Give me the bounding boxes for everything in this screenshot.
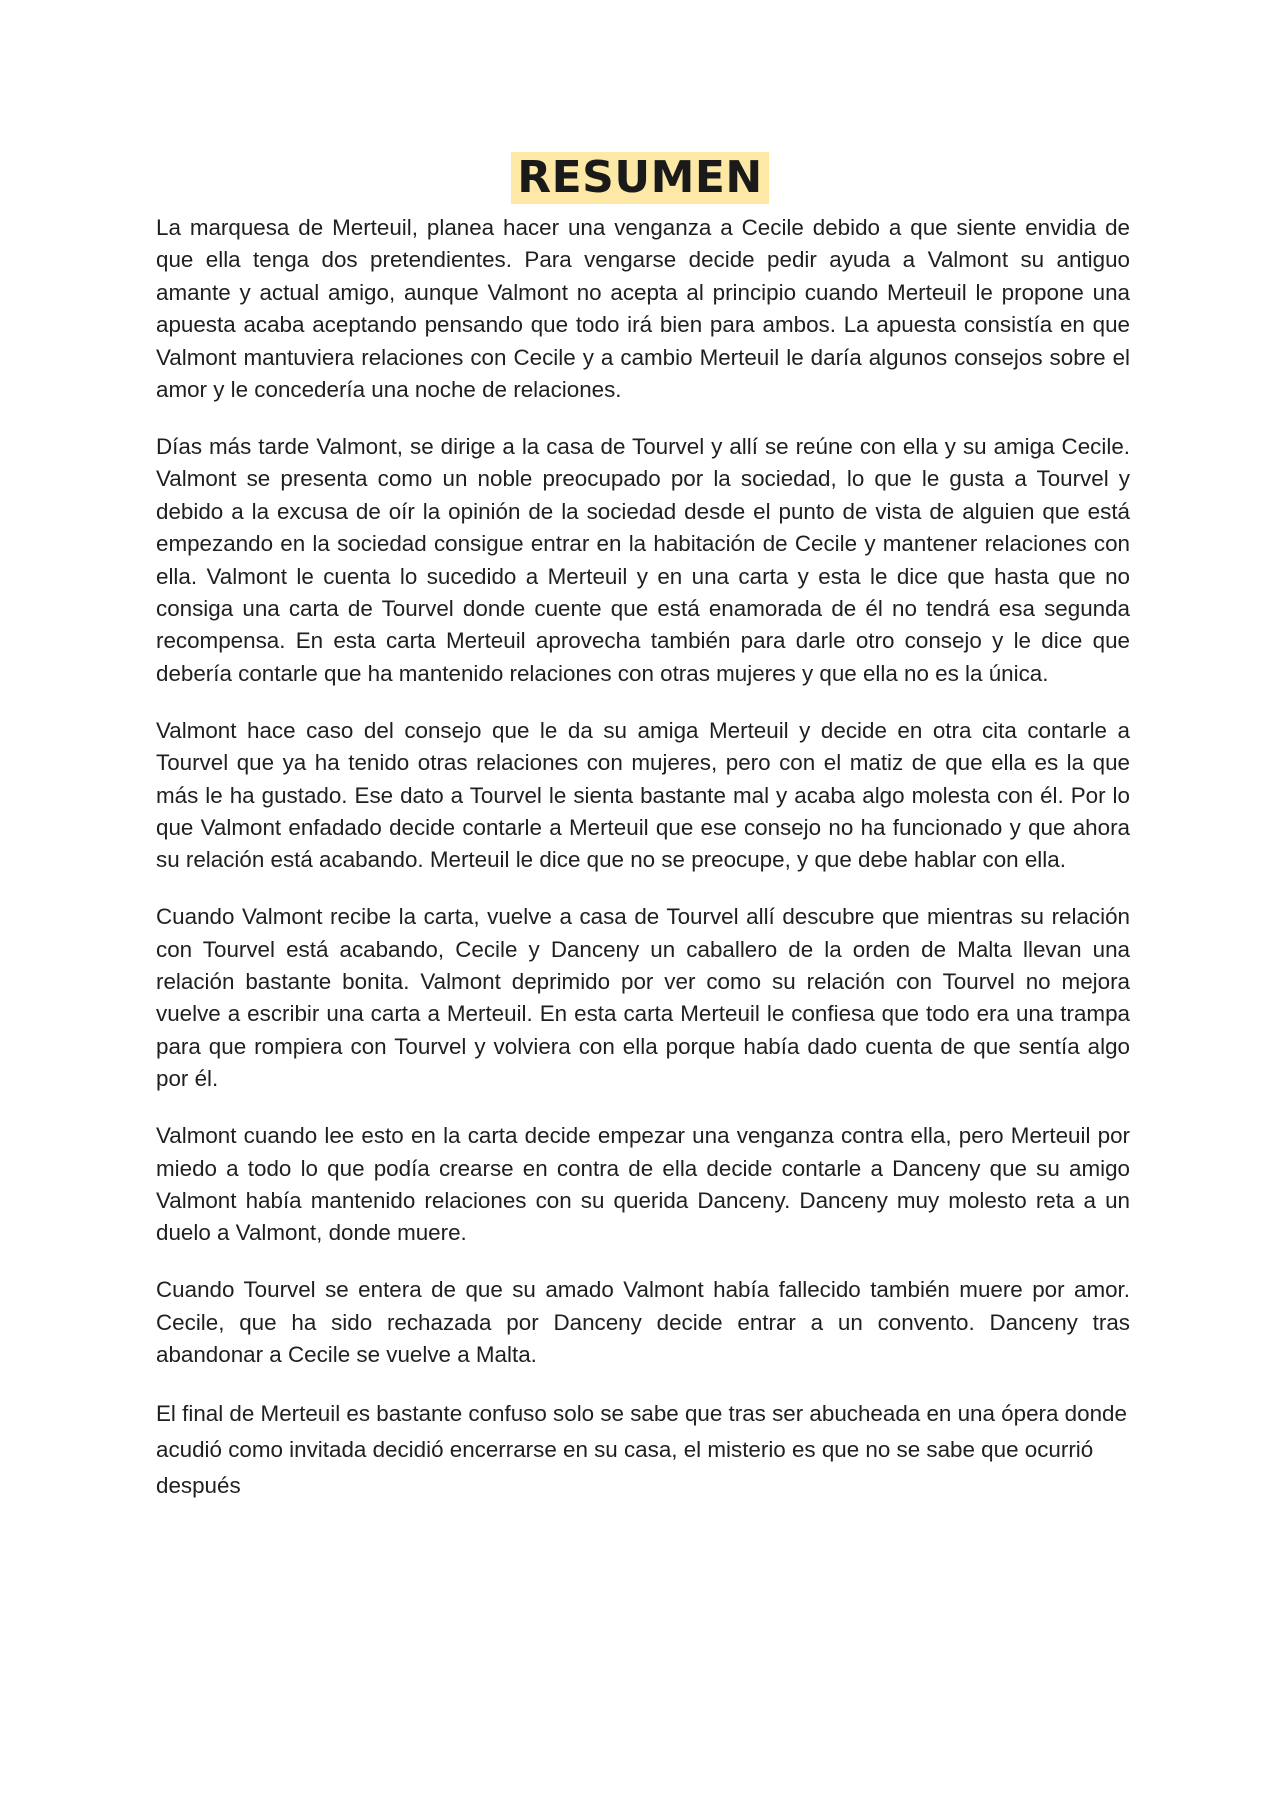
paragraph-2: Días más tarde Valmont, se dirige a la casa de Tourvel y allí se reúne con ella y su amiga Cecile. Valmont se presenta como un noble preocupado por la sociedad, lo que le gusta a Tourvel y debido a la excusa de oír la opinión de la sociedad desde el punto de vista de alguien que está empezando en la sociedad consigue entrar en la habitación de Cecile y mantener relaciones con ella. Valmont le cuenta lo sucedido a Merteuil y en una carta y esta le dice que hasta que no consiga una carta de Tourvel donde cuente que está enamorada de él no tendrá esa segunda recompensa. En esta carta Merteuil aprovecha también para darle otro consejo y le dice que debería contarle que ha mantenido relaciones con otras mujeres y que ella no es la única. bbox=[156, 433, 1130, 686]
paragraph-4: Cuando Valmont recibe la carta, vuelve a casa de Tourvel allí descubre que mientras su relación con Tourvel está acabando, Cecile y Danceny un caballero de la orden de Malta llevan una relación bastante bonita. Valmont deprimido por ver como su relación con Tourvel no mejora vuelve a escribir una carta a Merteuil. En esta carta Merteuil le confiesa que todo era una trampa para que rompiera con Tourvel y volviera con ella porque había dado cuenta de que sentía algo por él. bbox=[156, 904, 1130, 1092]
paragraph-5: Valmont cuando lee esto en la carta decide empezar una venganza contra ella, pero Merteuil por miedo a todo lo que podía crearse en contra de ella decide contarle a Danceny que su amigo Valmont había mantenido relaciones con su querida Danceny. Danceny muy molesto reta a un duelo a Valmont, donde muere. bbox=[156, 1123, 1130, 1246]
title-container bbox=[0, 152, 1280, 204]
summary-body bbox=[156, 212, 1130, 1529]
paragraph-7: El final de Merteuil es bastante confuso solo se sabe que tras ser abucheada en una ópera donde acudió como invitada decidió encerrarse en su casa, el misterio es que no se sabe que ocurrió después bbox=[156, 1401, 1127, 1498]
page-title: RESUMEN bbox=[511, 152, 769, 204]
paragraph-6: Cuando Tourvel se entera de que su amado Valmont había fallecido también muere por amor. Cecile, que ha sido rechazada por Danceny decide entrar a un convento. Danceny tras abandonar a Cecile se vuelve a Malta. bbox=[156, 1277, 1130, 1368]
paragraph-3: Valmont hace caso del consejo que le da su amiga Merteuil y decide en otra cita contarle a Tourvel que ya ha tenido otras relaciones con mujeres, pero con el matiz de que ella es la que más le ha gustado. Ese dato a Tourvel le sienta bastante mal y acaba algo molesta con él. Por lo que Valmont enfadado decide contarle a Merteuil que ese consejo no ha funcionado y que ahora su relación está acabando. Merteuil le dice que no se preocupe, y que debe hablar con ella. bbox=[156, 717, 1130, 873]
paragraph-1: La marquesa de Merteuil, planea hacer una venganza a Cecile debido a que siente envidia de que ella tenga dos pretendientes. Para vengarse decide pedir ayuda a Valmont su antiguo amante y actual amigo, aunque Valmont no acepta al principio cuando Merteuil le propone una apuesta acaba aceptando pensando que todo irá bien para ambos. La apuesta consistía en que Valmont mantuviera relaciones con Cecile y a cambio Merteuil le daría algunos consejos sobre el amor y le concedería una noche de relaciones. bbox=[156, 215, 1130, 403]
